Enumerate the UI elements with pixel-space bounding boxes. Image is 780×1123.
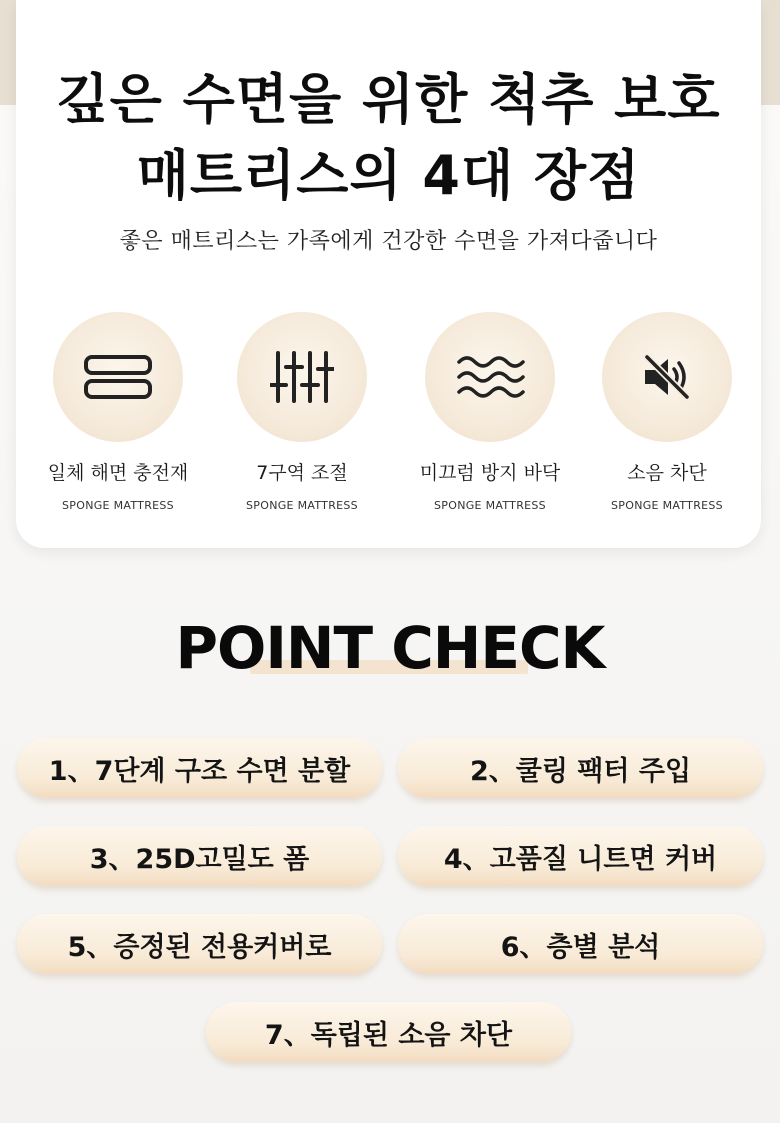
feature-7-zone	[207, 312, 397, 512]
waves-icon	[455, 352, 525, 402]
feature-label: 7구역 조절	[256, 462, 348, 484]
point-item-3: 3、25D고밀도 폼	[17, 826, 382, 886]
feature-circle	[602, 312, 732, 442]
mute-speaker-icon	[641, 351, 693, 403]
point-check-title: POINT CHECK	[175, 614, 605, 682]
point-item-5: 5、증정된 전용커버로	[17, 914, 382, 974]
feature-circle	[53, 312, 183, 442]
feature-label: 미끄럼 방지 바닥	[419, 462, 561, 484]
page-subtitle: 좋은 매트리스는 가족에게 건강한 수면을 가져다줍니다	[119, 229, 658, 254]
feature-anti-slip	[395, 312, 585, 512]
point-item-7: 7、독립된 소음 차단	[206, 1002, 571, 1062]
feature-sub: SPONGE MATTRESS	[434, 499, 546, 512]
page-title-line1: 깊은 수면을 위한 척추 보호	[56, 68, 721, 131]
feature-sub: SPONGE MATTRESS	[246, 499, 358, 512]
feature-circle	[425, 312, 555, 442]
feature-sub: SPONGE MATTRESS	[62, 499, 174, 512]
layered-pad-icon	[83, 354, 153, 400]
feature-circle	[237, 312, 367, 442]
feature-label: 소음 차단	[627, 462, 707, 484]
point-item-6: 6、층별 분석	[398, 914, 763, 974]
feature-label: 일체 해면 충전재	[47, 462, 189, 484]
feature-foam-filling	[23, 312, 213, 512]
page-title-line2: 매트리스의 4대 장점	[136, 144, 641, 207]
point-item-1: 1、7단계 구조 수면 분할	[17, 738, 382, 798]
sliders-icon	[270, 349, 334, 405]
feature-sub: SPONGE MATTRESS	[611, 499, 723, 512]
benefits-card	[16, 0, 761, 548]
feature-noise-block	[572, 312, 762, 512]
point-item-4: 4、고품질 니트면 커버	[398, 826, 763, 886]
point-item-2: 2、쿨링 팩터 주입	[398, 738, 763, 798]
